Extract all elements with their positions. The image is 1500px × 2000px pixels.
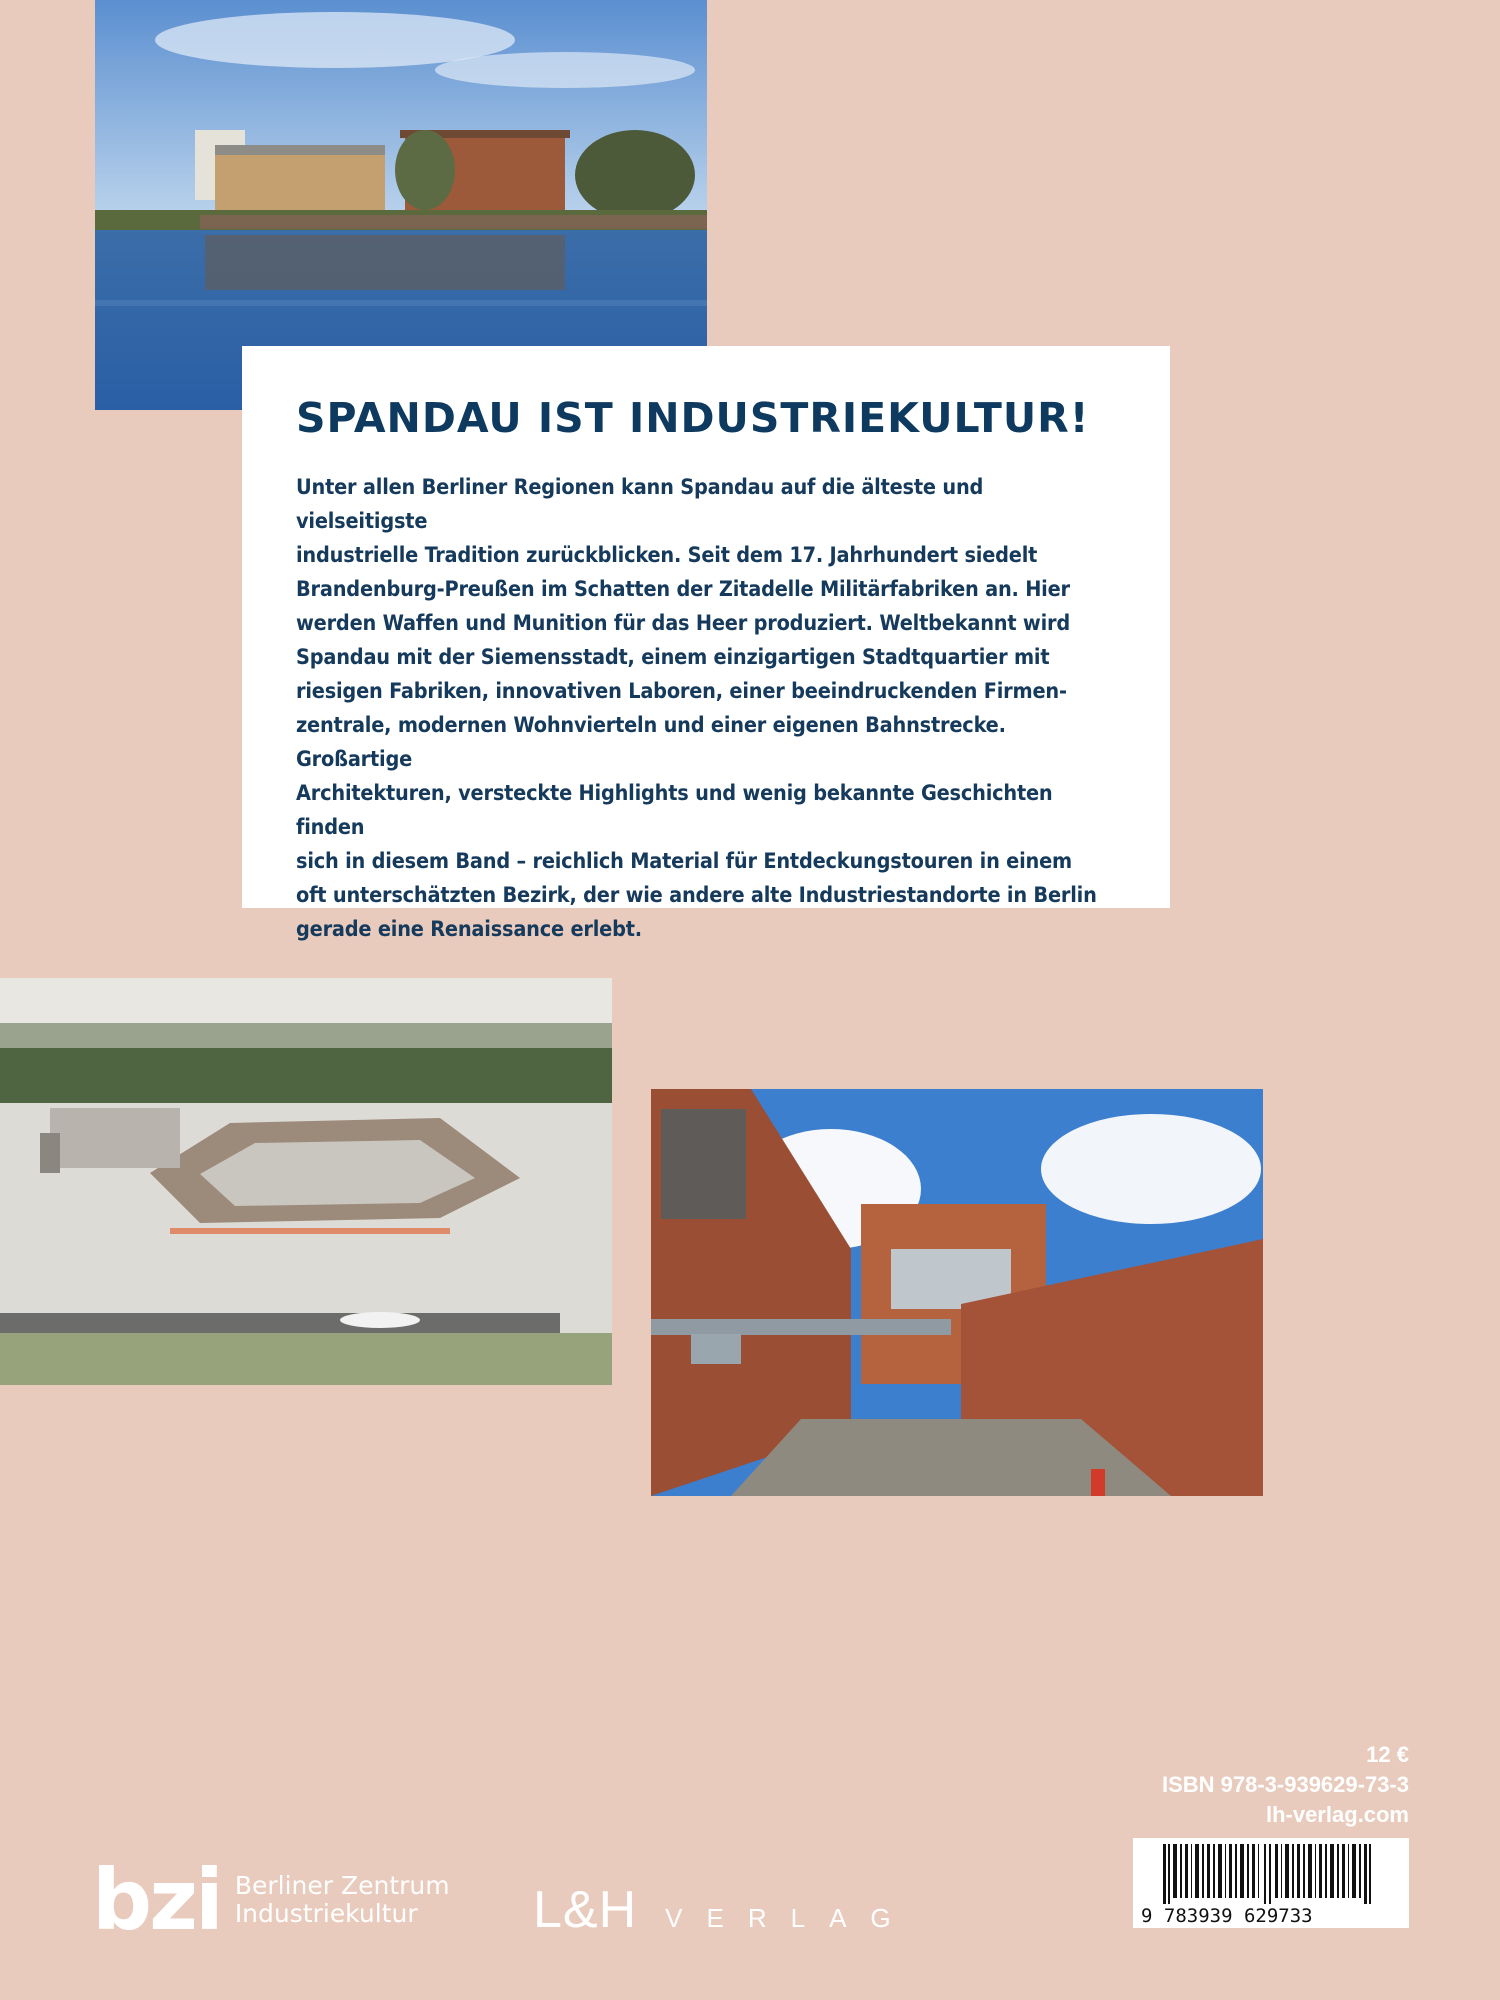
body-line: Unter allen Berliner Regionen kann Spandau auf die älteste und vielseitigste [296, 475, 984, 535]
body-line: industrielle Tradition zurückblicken. Seit dem 17. Jahrhundert siedelt [296, 543, 1038, 569]
body-line: Architekturen, versteckte Highlights und wenig bekannte Geschichten finden [296, 781, 1053, 841]
description-panel [242, 346, 1170, 943]
barcode-digits: 9 783939 629733 [1141, 1905, 1313, 1927]
airport-aerial-photo [0, 978, 612, 1385]
description-body [296, 471, 1116, 947]
publisher-logo [533, 1880, 915, 1940]
bzi-name-line2: Industriekultur [234, 1899, 418, 1928]
isbn: ISBN 978-3-939629-73-3 [1161, 1772, 1409, 1797]
book-info [1162, 1740, 1409, 1830]
body-line: riesigen Fabriken, innovativen Laboren, einer beeindruckenden Firmen- [296, 679, 1067, 705]
body-line: werden Waffen und Munition für das Heer produziert. Weltbekannt wird [296, 611, 1071, 637]
body-line: Brandenburg-Preußen im Schatten der Zitadelle Militärfabriken an. Hier [296, 577, 1070, 603]
price: 12 € [1366, 1742, 1409, 1767]
bzi-name-line1: Berliner Zentrum [234, 1871, 450, 1900]
panel-title: SPANDAU IST INDUSTRIEKULTUR! [296, 394, 1090, 442]
body-line: sich in diesem Band – reichlich Material für Entdeckungstouren in einem [296, 849, 1072, 875]
website: lh-verlag.com [1265, 1802, 1409, 1827]
publisher-word: VERLAG [665, 1903, 915, 1933]
publisher-mark: L&H [533, 1881, 638, 1939]
isbn-barcode [1133, 1838, 1409, 1928]
bzi-name [235, 1872, 450, 1928]
body-line: gerade eine Renaissance erlebt. [296, 917, 642, 943]
body-line: oft unterschätzten Bezirk, der wie andere alte Industriestandorte in Berlin [296, 883, 1097, 909]
bzi-logo [92, 1851, 450, 1949]
body-line: zentrale, modernen Wohnvierteln und einer eigenen Bahnstrecke. Großartige [296, 713, 1006, 773]
bzi-mark: bzi [92, 1851, 221, 1949]
factory-courtyard-photo [651, 1089, 1263, 1496]
body-line: Spandau mit der Siemensstadt, einem einzigartigen Stadtquartier mit [296, 645, 1050, 671]
